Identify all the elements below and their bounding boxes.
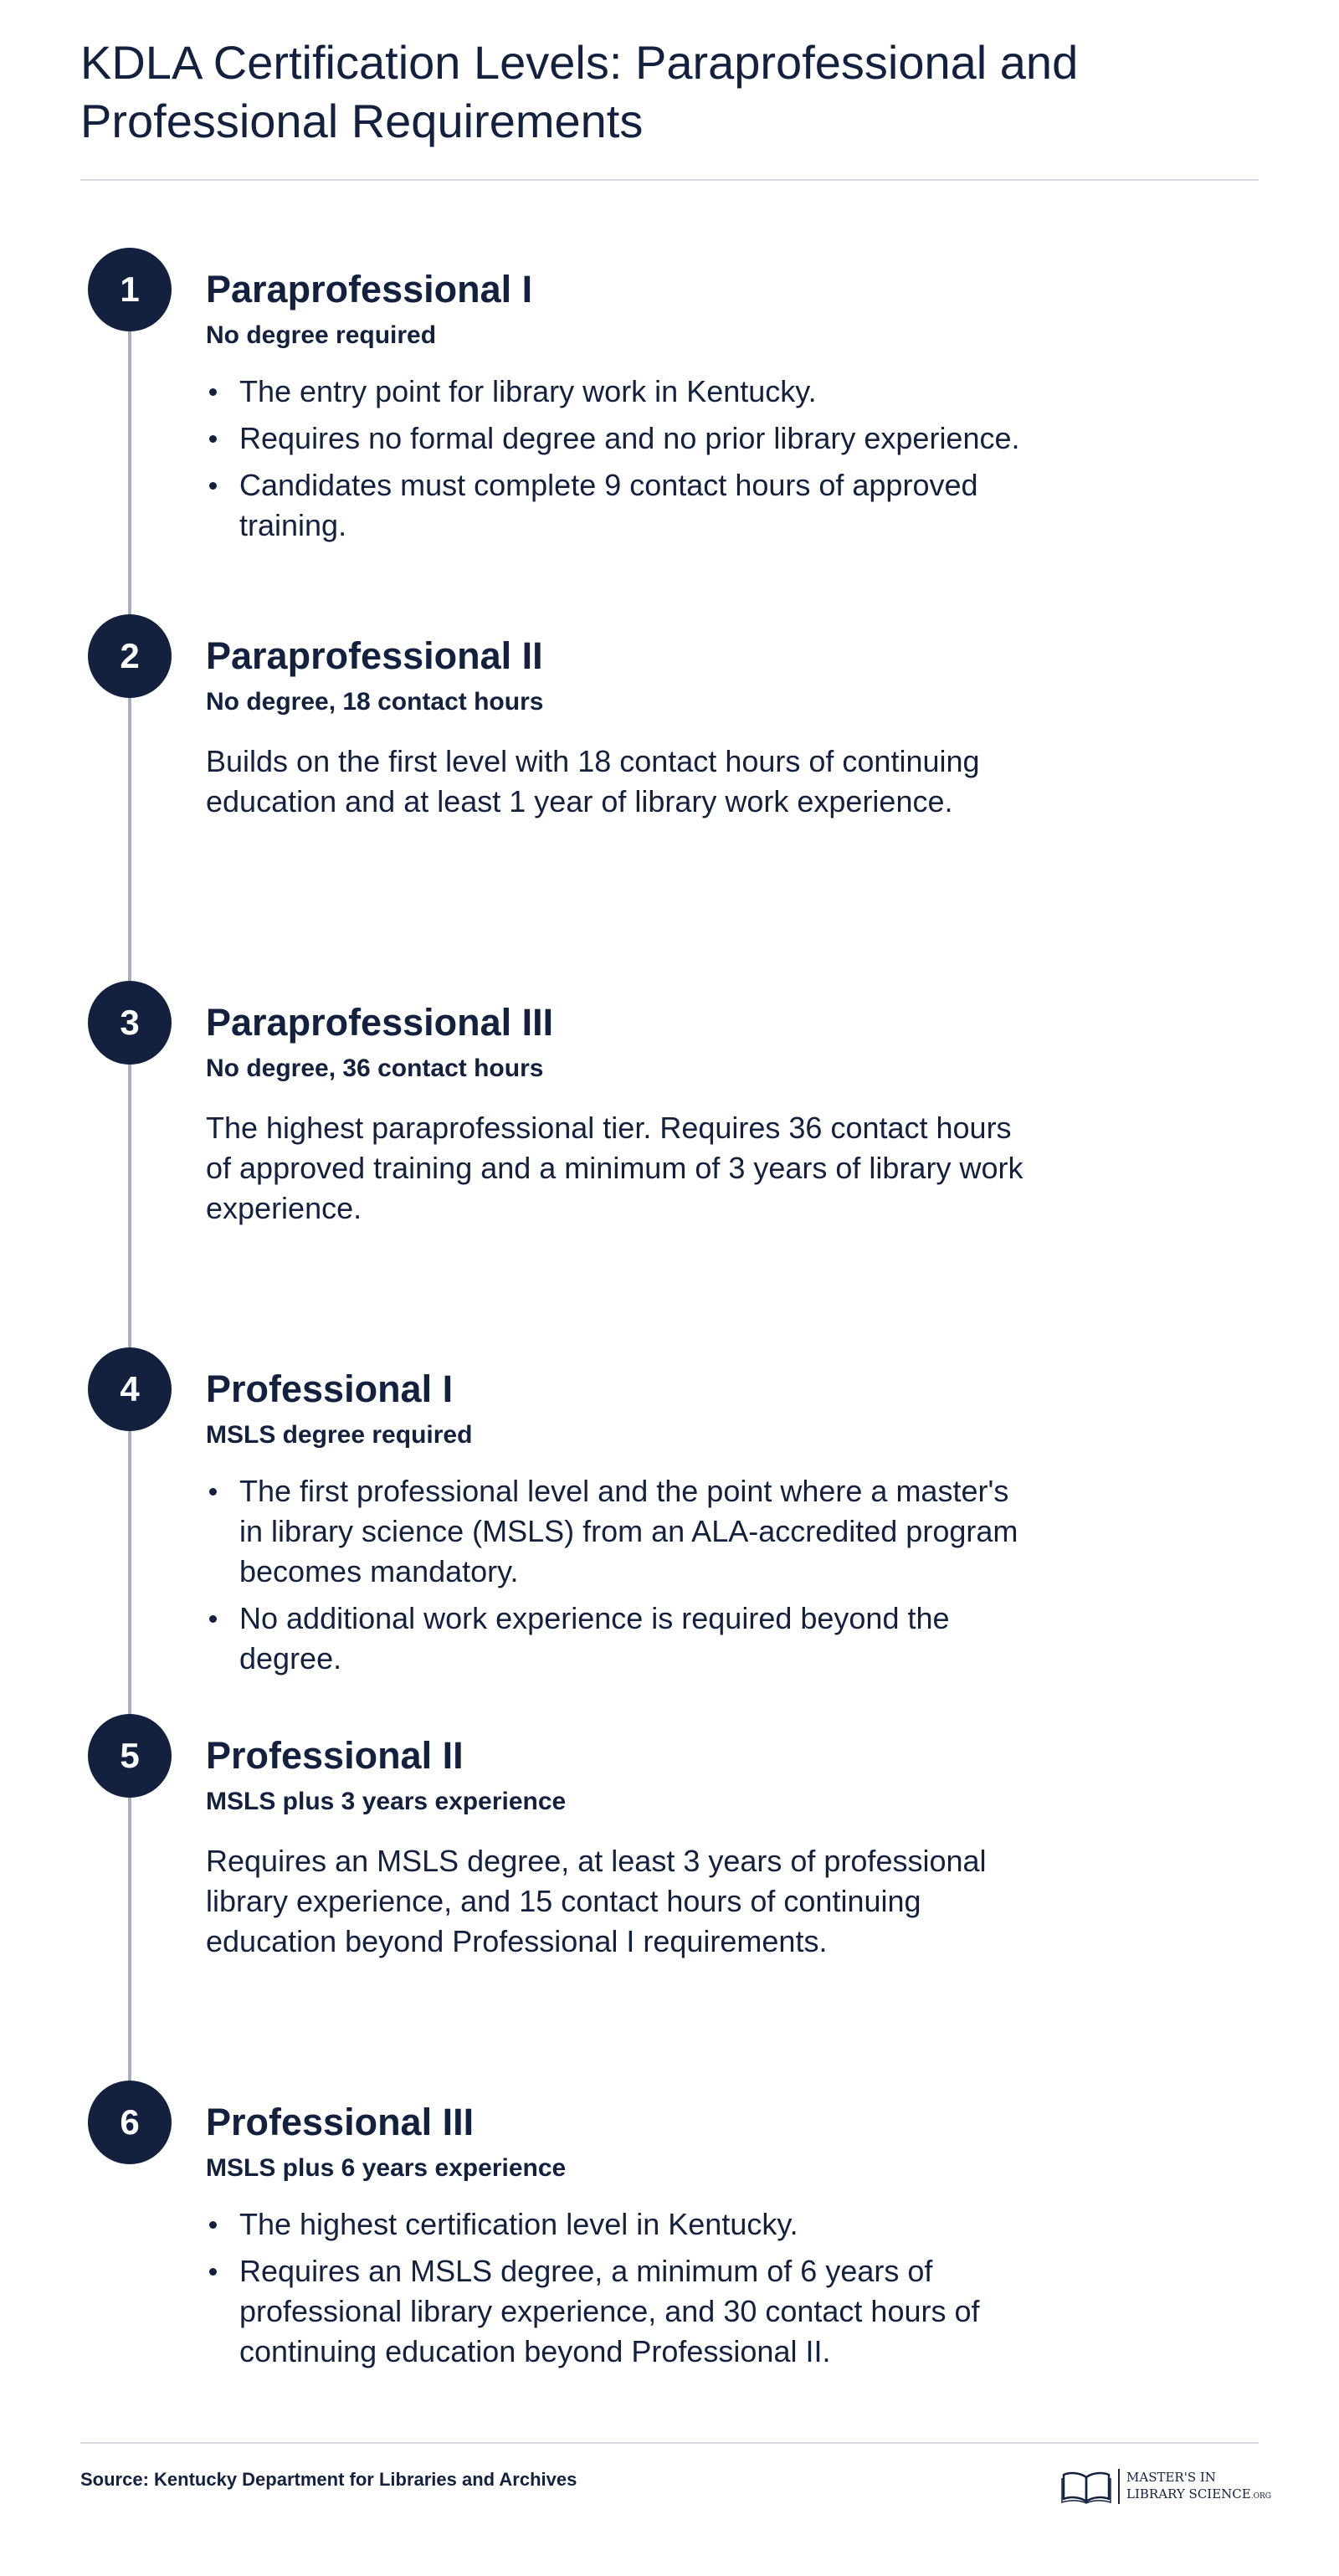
- step-subtitle: No degree, 36 contact hours: [206, 1055, 544, 1082]
- list-item: [206, 1471, 1034, 1592]
- page-title: KDLA Certification Levels: Paraprofessional and Professional Requirements: [80, 36, 1079, 147]
- list-item: [206, 1598, 1034, 1679]
- step-content: [206, 2099, 1034, 2378]
- step-bullet-list: [206, 372, 1034, 546]
- title-divider: [80, 179, 1259, 181]
- step-description: Requires an MSLS degree, at least 3 years of professional library experience, and 15 contact hours of continuing education beyond Professional I requirements.: [206, 1844, 987, 1958]
- step-number-badge: 2: [88, 614, 172, 698]
- step-title: Professional II: [206, 1734, 464, 1777]
- brand-line-2: [1126, 2486, 1271, 2505]
- list-item-text: Requires no formal degree and no prior library experience.: [239, 421, 1020, 455]
- step-content: [206, 266, 1034, 552]
- step-title: Professional III: [206, 2101, 475, 2143]
- step-content: [206, 999, 1034, 1229]
- bullet-icon: [209, 482, 217, 490]
- step-subtitle: MSLS plus 3 years experience: [206, 1788, 567, 1815]
- list-item-text: Candidates must complete 9 contact hours of approved training.: [239, 468, 978, 542]
- list-item: [206, 465, 1034, 546]
- step-title: Paraprofessional II: [206, 634, 543, 677]
- bullet-icon: [209, 1615, 217, 1623]
- brand-wordmark: [1126, 2469, 1271, 2505]
- step-number-badge: 4: [88, 1347, 172, 1431]
- brand-divider: [1118, 2469, 1120, 2504]
- source-note: Source: Kentucky Department for Libraries and Archives: [80, 2469, 577, 2490]
- step-title: Paraprofessional III: [206, 1001, 554, 1044]
- bullet-icon: [209, 2268, 217, 2276]
- list-item: [206, 372, 1034, 412]
- bullet-icon: [209, 388, 217, 396]
- list-item: [206, 2251, 1034, 2372]
- bullet-icon: [209, 2221, 217, 2229]
- step-title: Professional I: [206, 1368, 454, 1410]
- list-item-text: The entry point for library work in Kentucky.: [239, 374, 817, 408]
- step-content: [206, 1366, 1034, 1686]
- bullet-icon: [209, 1488, 217, 1496]
- step-description: The highest paraprofessional tier. Requires 36 contact hours of approved training and a minimum of 3 years of library work experience.: [206, 1111, 1023, 1225]
- bullet-icon: [209, 435, 217, 443]
- brand-logo: [1061, 2464, 1271, 2511]
- step-subtitle: MSLS degree required: [206, 1421, 473, 1449]
- list-item-text: The first professional level and the point where a master's in library science (MSLS) from an ALA-accredited program becomes mandatory.: [239, 1474, 1018, 1588]
- step-content: [206, 633, 1034, 822]
- brand-suffix: .ORG: [1250, 2492, 1271, 2501]
- step-number-badge: 5: [88, 1714, 172, 1798]
- list-item-text: The highest certification level in Kentucky.: [239, 2207, 798, 2241]
- step-number-badge: 6: [88, 2081, 172, 2164]
- step-bullet-list: [206, 2204, 1034, 2372]
- step-subtitle: No degree required: [206, 321, 437, 349]
- timeline-line: [128, 290, 131, 2124]
- list-item-text: Requires an MSLS degree, a minimum of 6 years of professional library experience, and 30 contact hours of continuing education beyond Professional II.: [239, 2254, 980, 2368]
- list-item: [206, 2204, 1034, 2245]
- step-subtitle: MSLS plus 6 years experience: [206, 2154, 567, 2182]
- step-bullet-list: [206, 1471, 1034, 1679]
- footer-divider: [80, 2442, 1259, 2444]
- open-book-icon: [1061, 2471, 1111, 2504]
- brand-line-2-text: LIBRARY SCIENCE: [1126, 2486, 1251, 2502]
- step-number-badge: 1: [88, 248, 172, 331]
- list-item: [206, 418, 1034, 459]
- list-item-text: No additional work experience is required beyond the degree.: [239, 1601, 950, 1675]
- step-description: Builds on the first level with 18 contact hours of continuing education and at least 1 year of library work experience.: [206, 744, 980, 818]
- step-title: Paraprofessional I: [206, 268, 533, 310]
- step-subtitle: No degree, 18 contact hours: [206, 688, 544, 716]
- step-content: [206, 1732, 1034, 1962]
- step-number-badge: 3: [88, 981, 172, 1065]
- brand-line-1: MASTER'S IN: [1126, 2470, 1216, 2485]
